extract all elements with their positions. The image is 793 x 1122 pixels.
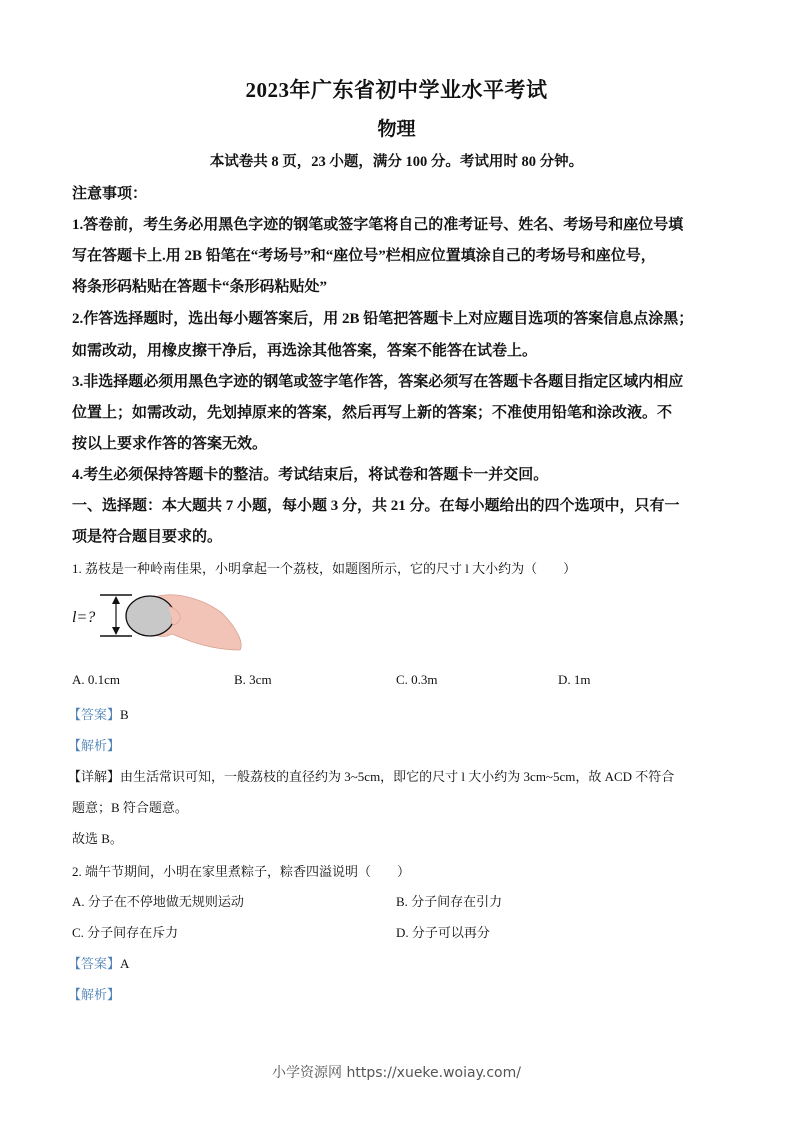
footer-watermark: 小学资源网 https://xueke.woiay.com/ [272,1065,521,1081]
q1-option-b: B. 3cm [234,672,272,687]
notice-line: 将条形码粘贴在答题卡“条形码粘贴处” [72,279,328,295]
answer-value: B [120,707,129,722]
q2-analysis [68,984,120,1003]
notice-line: 按以上要求作答的答案无效。 [72,436,268,452]
notice-line: 1.答卷前，考生务必用黑色字迹的钢笔或签字笔将自己的准考证号、姓名、考场号和座位号填 [72,217,684,233]
analysis-tag: 【解析】 [68,738,121,753]
notice-line: 3.非选择题必须用黑色字迹的钢笔或签字笔作答，答案必须写在答题卡各题目指定区域内相应 [72,374,684,390]
notice-line: 4.考生必须保持答题卡的整洁。考试结束后，将试卷和答题卡一并交回。 [72,467,549,483]
section-heading: 一、选择题：本大题共 7 小题，每小题 3 分，共 21 分。在每小题给出的四个选项中，只有一 [72,498,680,514]
notice-heading: 注意事项： [72,186,148,202]
q1-detail-line: 故选 B。 [72,831,123,846]
analysis-tag: 【解析】 [68,987,121,1002]
q1-detail-line: 题意；B 符合题意。 [72,800,188,815]
section-heading: 项是符合题目要求的。 [72,529,223,545]
question-1-stem: 1. 荔枝是一种岭南佳果，小明拿起一个荔枝，如题图所示，它的尺寸 l 大小约为（ ） [72,561,577,576]
notice-line: 位置上；如需改动，先划掉原来的答案，然后再写上新的答案；不准使用铅笔和涂改液。不 [72,405,673,421]
q1-option-d: D. 1m [558,672,591,687]
detail-tag: 【详解】 [68,769,121,784]
notice-line: 如需改动，用橡皮擦干净后，再选涂其他答案，答案不能答在试卷上。 [72,343,538,359]
q2-option-d: D. 分子可以再分 [396,925,490,940]
answer-value: A [120,956,130,971]
q1-analysis [68,735,120,754]
answer-tag: 【答案】 [68,707,121,722]
question-2-stem: 2. 端午节期间，小明在家里煮粽子，粽香四溢说明（ ） [72,864,411,879]
detail-text: 由生活常识可知，一般荔枝的直径约为 3~5cm，即它的尺寸 l 大小约为 3cm~5cm，故 ACD 不符合 [120,769,675,784]
exam-info: 本试卷共 8 页，23 小题，满分 100 分。考试用时 80 分钟。 [209,154,584,170]
q1-answer [68,704,129,723]
page-title: 2023年广东省初中学业水平考试 [245,78,548,102]
lychee-figure [72,588,252,658]
q1-option-a: A. 0.1cm [72,672,121,687]
q2-option-b: B. 分子间存在引力 [396,894,503,909]
notice-line: 写在答题卡上.用 2B 铅笔在“考场号”和“座位号”栏相应位置填涂自己的考场号和座位号， [72,248,656,264]
lychee-hand-icon [72,588,252,658]
q2-answer [68,953,129,972]
q2-option-c: C. 分子间存在斥力 [72,925,179,940]
notice-line: 2.作答选择题时，选出每小题答案后，用 2B 铅笔把答题卡上对应题目选项的答案信息点涂黑； [72,311,694,327]
q1-detail [68,766,674,785]
svg-text:l=?: l=? [72,609,96,626]
answer-tag: 【答案】 [68,956,121,971]
q1-option-c: C. 0.3m [396,672,438,687]
subject-title: 物理 [377,119,416,140]
q2-option-a: A. 分子在不停地做无规则运动 [72,894,244,909]
